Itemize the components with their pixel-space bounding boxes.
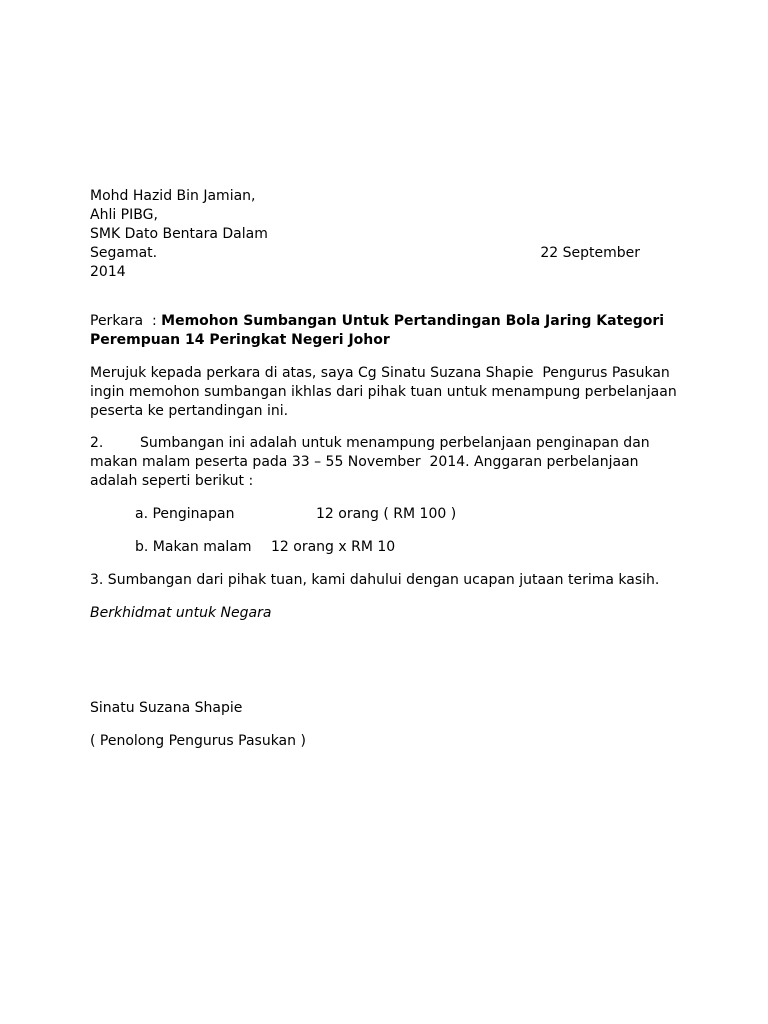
subject-label: Perkara : (90, 313, 162, 329)
list-item (90, 538, 690, 557)
subject-block (90, 312, 690, 350)
signatory-name: Sinatu Suzana Shapie (90, 700, 243, 716)
signatory-role: ( Penolong Pengurus Pasukan ) (90, 733, 306, 749)
paragraph-1-line: peserta ke pertandingan ini. (90, 403, 289, 419)
paragraph-2 (90, 434, 690, 491)
subject-title-line-1: Memohon Sumbangan Untuk Pertandingan Bola Jaring Kategori (161, 313, 665, 329)
paragraph-1-line: ingin memohon sumbangan ikhlas dari pihak tuan untuk menampung perbelanjaan (90, 384, 677, 400)
paragraph-2-number: 2. (90, 435, 104, 451)
paragraph-3 (90, 571, 690, 590)
town-date-row (90, 244, 640, 263)
paragraph-1 (90, 364, 690, 421)
item-name: a. Penginapan (135, 506, 235, 522)
paragraph-1-line: Merujuk kepada perkara di atas, saya Cg Sinatu Suzana Shapie Pengurus Pasukan (90, 365, 670, 381)
letter-date-year: 2014 (90, 264, 126, 280)
sender-school: SMK Dato Bentara Dalam (90, 226, 268, 242)
sender-name: Mohd Hazid Bin Jamian, (90, 188, 256, 204)
letter-date: 22 September (540, 245, 640, 261)
list-item (90, 505, 690, 524)
paragraph-3-text: 3. Sumbangan dari pihak tuan, kami dahului dengan ucapan jutaan terima kasih. (90, 572, 660, 588)
subject-title-line-2: Perempuan 14 Peringkat Negeri Johor (90, 332, 390, 348)
sender-block (90, 187, 690, 282)
motto: Berkhidmat untuk Negara (90, 605, 272, 621)
item-detail: 12 orang x RM 10 (271, 539, 396, 555)
item-detail: 12 orang ( RM 100 ) (316, 506, 457, 522)
paragraph-2-line: adalah seperti berikut : (90, 473, 254, 489)
paragraph-2-line: makan malam peserta pada 33 – 55 November 2014. Anggaran perbelanjaan (90, 454, 639, 470)
sender-position: Ahli PIBG, (90, 207, 158, 223)
item-name: b. Makan malam (135, 539, 252, 555)
sender-town: Segamat. (90, 245, 158, 261)
paragraph-2-line: Sumbangan ini adalah untuk menampung perbelanjaan penginapan dan (140, 435, 650, 451)
letter (90, 187, 690, 751)
